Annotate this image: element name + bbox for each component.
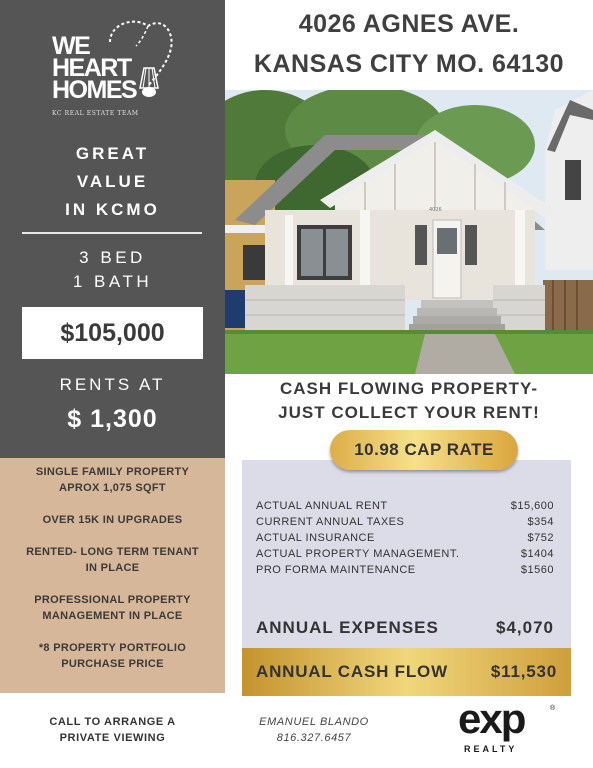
house-number: 4026 xyxy=(429,207,442,213)
registered-mark: ® xyxy=(550,705,556,712)
feature-item xyxy=(0,592,225,624)
rents-at-label: RENTS AT xyxy=(59,375,166,394)
annual-cash-flow-label: ANNUAL CASH FLOW xyxy=(256,662,448,681)
feature-line: PURCHASE PRICE xyxy=(61,658,164,670)
financial-row xyxy=(256,516,556,532)
bed-bath-summary xyxy=(0,246,225,294)
annual-cash-flow-bar xyxy=(242,648,571,696)
financial-row xyxy=(256,548,556,564)
headline-line-2: JUST COLLECT YOUR RENT! xyxy=(278,403,540,422)
call-to-action-line-2: PRIVATE VIEWING xyxy=(59,732,166,744)
financial-label: CURRENT ANNUAL TAXES xyxy=(256,516,405,528)
financial-label: PRO FORMA MAINTENANCE xyxy=(256,564,416,576)
baths-label: 1 BATH xyxy=(72,272,153,291)
value-headline-line-3: IN KCMO xyxy=(65,200,160,219)
financial-value: $1404 xyxy=(520,548,554,560)
exp-logo-text: exp xyxy=(458,695,525,742)
logo-subtitle: KC REAL ESTATE TEAM xyxy=(52,110,139,117)
feature-item xyxy=(0,464,225,496)
feature-line: IN PLACE xyxy=(85,562,140,574)
rent-amount: $ 1,300 xyxy=(67,405,158,433)
value-headline-line-2: VALUE xyxy=(76,172,149,191)
value-headline-line-1: GREAT xyxy=(75,144,150,163)
value-headline xyxy=(0,140,225,224)
shuttlecock-icon xyxy=(140,68,158,97)
feature-item xyxy=(0,512,225,528)
financial-summary xyxy=(242,460,571,696)
exp-logo-subtitle: REALTY xyxy=(464,744,518,754)
cap-rate-badge: 10.98 CAP RATE xyxy=(330,430,518,470)
annual-cash-flow-value: $11,530 xyxy=(490,662,557,681)
agent-name: EMANUEL BLANDO xyxy=(259,716,369,728)
logo-text-homes: HOMES xyxy=(52,76,137,104)
financial-value: $752 xyxy=(527,532,554,544)
financial-value: $354 xyxy=(527,516,554,528)
call-to-action-line-1: CALL TO ARRANGE A xyxy=(49,716,176,728)
financial-label: ACTUAL PROPERTY MANAGEMENT. xyxy=(256,548,460,560)
exp-realty-logo xyxy=(458,695,558,761)
logo-text-heart: HEART xyxy=(52,54,131,82)
annual-expenses-value: $4,070 xyxy=(496,618,554,637)
headline-line-1: CASH FLOWING PROPERTY- xyxy=(279,379,539,398)
feature-line: *8 PROPERTY PORTFOLIO xyxy=(38,642,187,654)
left-info-panel xyxy=(0,0,225,458)
logo-text-we: WE xyxy=(52,32,90,60)
address-line-1: 4026 AGNES AVE. xyxy=(298,10,520,38)
financial-row xyxy=(256,500,556,516)
feature-line: RENTED- LONG TERM TENANT xyxy=(26,546,199,558)
address-line-2: KANSAS CITY MO. 64130 xyxy=(253,50,565,78)
house-photo xyxy=(225,90,593,374)
feature-line: PROFESSIONAL PROPERTY xyxy=(34,594,191,606)
annual-expenses-label: ANNUAL EXPENSES xyxy=(256,618,439,637)
financial-label: ACTUAL INSURANCE xyxy=(256,532,375,544)
features-panel xyxy=(0,458,225,693)
feature-line: SINGLE FAMILY PROPERTY xyxy=(35,466,190,478)
financial-row xyxy=(256,532,556,548)
financial-row xyxy=(256,564,556,580)
divider xyxy=(22,232,202,234)
feature-line: OVER 15K IN UPGRADES xyxy=(42,514,183,526)
financial-value: $15,600 xyxy=(510,500,554,512)
beds-label: 3 BED xyxy=(79,248,146,267)
feature-item xyxy=(0,544,225,576)
we-heart-homes-logo xyxy=(48,12,178,120)
financial-value: $1560 xyxy=(520,564,554,576)
feature-item xyxy=(0,640,225,672)
feature-line: MANAGEMENT IN PLACE xyxy=(42,610,183,622)
price-tag: $105,000 xyxy=(22,307,203,359)
feature-line: APROX 1,075 SQFT xyxy=(59,482,166,494)
agent-phone[interactable]: 816.327.6457 xyxy=(276,732,352,744)
financial-label: ACTUAL ANNUAL RENT xyxy=(256,500,388,512)
